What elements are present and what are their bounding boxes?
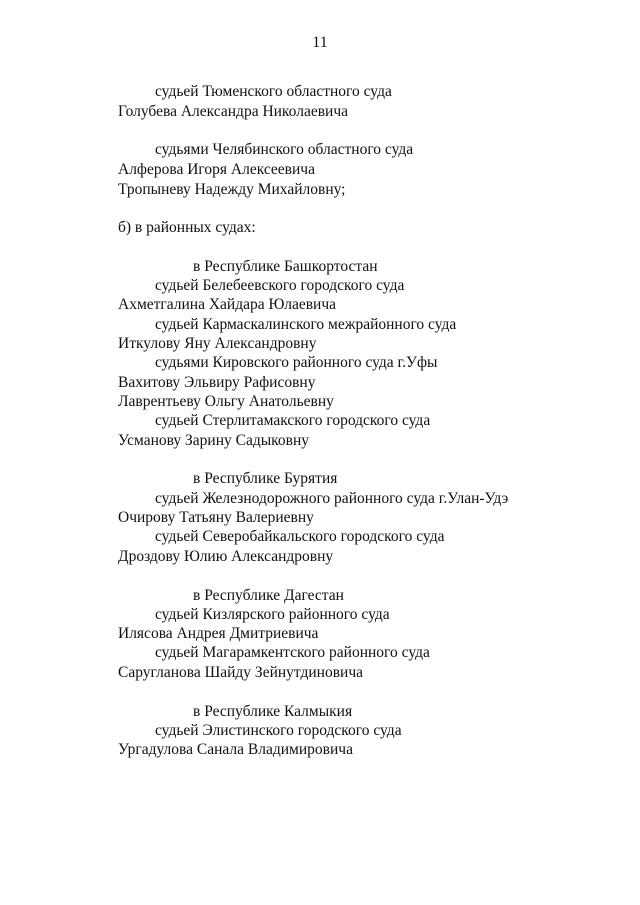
court-line: судьей Магарамкентского районного суда [155,644,430,661]
judge-name: Илясова Андрея Дмитриевича [118,625,319,642]
court-line: судьей Кармаскалинского межрайонного суда [155,316,457,333]
section-heading: б) в районных судах: [118,219,256,236]
judge-name: Дроздову Юлию Александровну [118,548,334,565]
judge-name: Ахметгалина Хайдара Юлаевича [118,296,337,313]
judge-name: Ургадулова Санала Владимировича [118,741,353,758]
judge-name: Лаврентьеву Ольгу Анатольевну [118,393,334,410]
court-line: судьей Белебеевского городского суда [155,277,405,294]
region-heading: в Республике Башкортостан [193,258,378,275]
region-heading: в Республике Дагестан [193,587,344,604]
judge-name: Голубева Александра Николаевича [118,103,349,120]
court-line: судьей Тюменского областного суда [155,83,392,100]
judge-name: Очирову Татьяну Валериевну [118,509,314,526]
judge-name: Иткулову Яну Александровну [118,335,317,352]
page-number: 11 [312,34,328,51]
judge-name: Алферова Игоря Алексеевича [118,161,315,178]
region-heading: в Республике Калмыкия [193,703,353,720]
judge-name: Тропыневу Надежду Михайловну; [118,181,346,198]
court-line: судьей Северобайкальского городского суда [155,528,445,545]
court-line: судьями Кировского районного суда г.Уфы [155,354,438,371]
region-heading: в Республике Бурятия [193,470,338,487]
court-line: судьями Челябинского областного суда [155,141,414,158]
judge-name: Усманову Зарину Садыковну [118,432,310,449]
judge-name: Вахитову Эльвиру Рафисовну [118,374,316,391]
judge-name: Саругланова Шайду Зейнутдиновича [118,664,364,681]
court-line: судьей Элистинского городского суда [155,722,402,739]
court-line: судьей Железнодорожного районного суда г.Улан-Удэ [155,490,509,507]
court-line: судьей Кизлярского районного суда [155,606,390,623]
court-line: судьей Стерлитамакского городского суда [155,412,431,429]
